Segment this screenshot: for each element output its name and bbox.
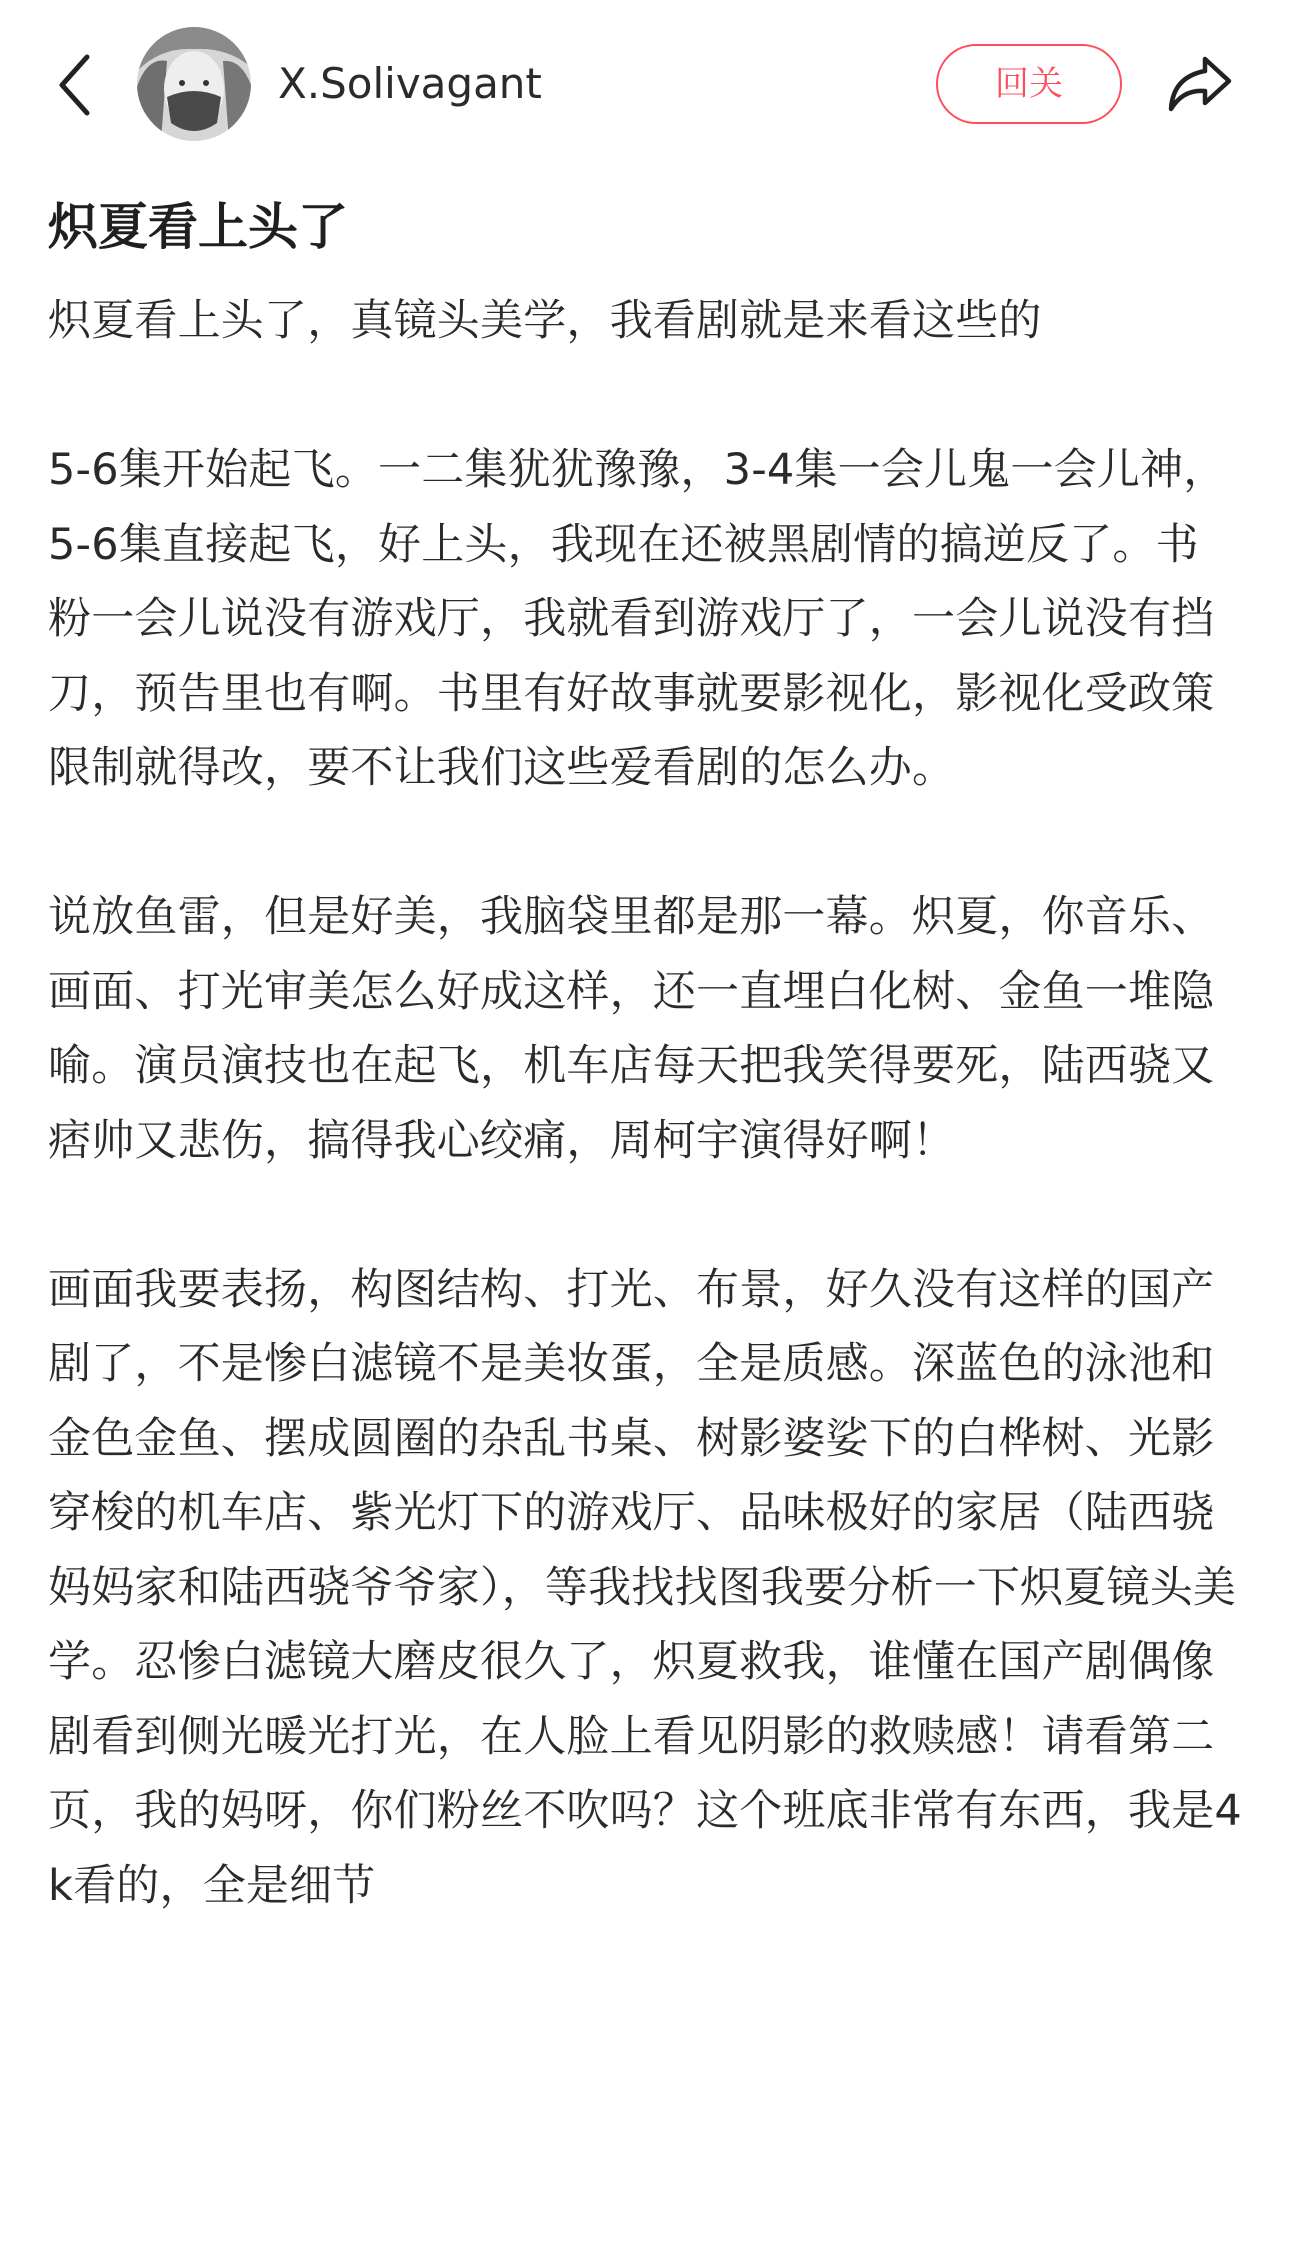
avatar-image	[137, 27, 251, 141]
user-avatar[interactable]	[137, 27, 251, 141]
follow-back-button[interactable]: 回关	[936, 44, 1122, 124]
share-button[interactable]	[1160, 48, 1240, 120]
post-paragraph: 5-6集开始起飞。一二集犹犹豫豫，3-4集一会儿鬼一会儿神，5-6集直接起飞，好上头，我现在还被黑剧情的搞逆反了。书粉一会儿说没有游戏厅，我就看到游戏厅了，一会儿说没有挡刀，预告里也有啊。书里有好故事就要影视化，影视化受政策限制就得改，要不让我们这些爱看剧的怎么办。	[48, 445, 1227, 793]
username[interactable]: X.Solivagant	[278, 59, 542, 108]
back-button[interactable]	[44, 48, 104, 122]
post-title: 炽夏看上头了	[48, 198, 348, 256]
top-bar	[0, 0, 1290, 170]
post-paragraph: 炽夏看上头了，真镜头美学，我看剧就是来看这些的	[48, 296, 1042, 346]
post-paragraph: 说放鱼雷，但是好美，我脑袋里都是那一幕。炽夏，你音乐、画面、打光审美怎么好成这样，还一直埋白化树、金鱼一堆隐喻。演员演技也在起飞，机车店每天把我笑得要死，陆西骁又痞帅又悲伤，搞得我心绞痛，周柯宇演得好啊！	[48, 892, 1215, 1166]
post-paragraph: 画面我要表扬，构图结构、打光、布景，好久没有这样的国产剧了，不是惨白滤镜不是美妆蛋，全是质感。深蓝色的泳池和金色金鱼、摆成圆圈的杂乱书桌、树影婆娑下的白桦树、光影穿梭的机车店、紫光灯下的游戏厅、品味极好的家居（陆西骁妈妈家和陆西骁爷爷家），等我找找图我要分析一下炽夏镜头美学。忍惨白滤镜大磨皮很久了，炽夏救我，谁懂在国产剧偶像剧看到侧光暖光打光，在人脸上看见阴影的救赎感！请看第二页，我的妈呀，你们粉丝不吹吗？这个班底非常有东西，我是4k看的，全是细节	[48, 1264, 1242, 1911]
chevron-left-icon	[57, 54, 91, 116]
share-icon	[1167, 55, 1233, 113]
post-body	[48, 284, 1242, 1923]
